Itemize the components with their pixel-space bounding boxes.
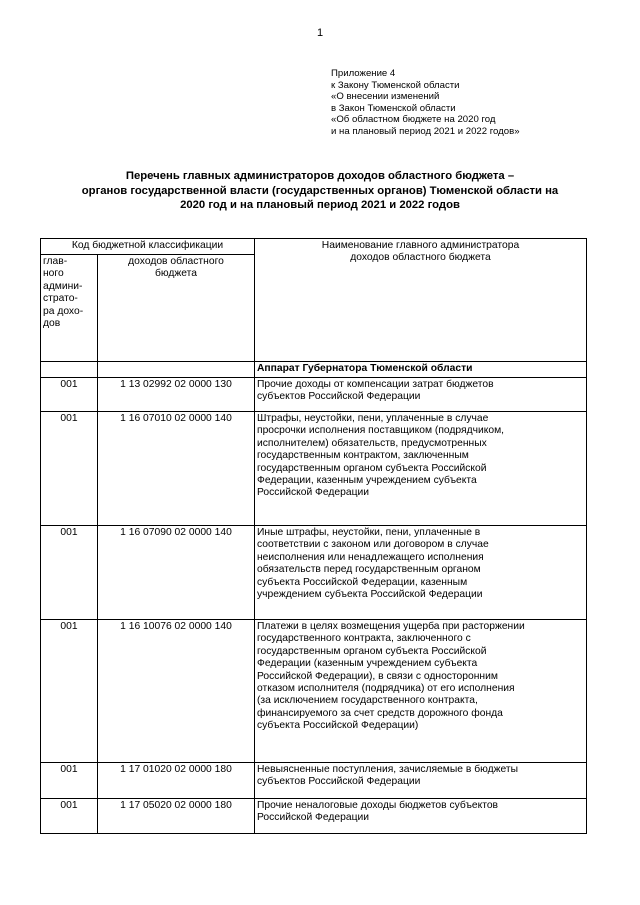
section-empty-cell (41, 362, 98, 378)
appendix-note (331, 68, 631, 138)
name-line: Федерации (казенным учреждением субъекта (257, 658, 478, 670)
name-line: Платежи в целях возмещения ущерба при расторжении (257, 621, 525, 632)
chief-administrator-code: 001 (41, 799, 98, 834)
header-regional-budget-income (98, 255, 255, 362)
name-line: Российской Федерации (257, 487, 369, 499)
header-line: глав- (43, 256, 68, 267)
name-line: соответствии с законом или договором в случае (257, 539, 489, 551)
appendix-line: и на плановый период 2021 и 2022 годов» (331, 125, 520, 137)
administrators-table (40, 238, 587, 834)
name-line: государственным органом субъекта Российской (257, 462, 487, 474)
name-line: учреждением субъекта Российской Федерации (257, 589, 483, 601)
name-line: обязательств перед государственным органом (257, 564, 481, 576)
administrator-income-name (255, 526, 587, 620)
name-line: Прочие доходы от компенсации затрат бюджетов (257, 379, 494, 390)
header-administrator-name (255, 239, 587, 362)
name-line: Невыясненные поступления, зачисляемые в бюджеты (257, 764, 518, 775)
header-line: ного (43, 268, 64, 280)
appendix-line: Приложение 4 (331, 68, 396, 79)
section-empty-cell (98, 362, 255, 378)
chief-administrator-code: 001 (41, 526, 98, 620)
administrator-income-name (255, 412, 587, 526)
table-row (41, 799, 587, 834)
table-row (41, 763, 587, 799)
income-code: 1 16 10076 02 0000 140 (98, 620, 255, 763)
appendix-line: «О внесении изменений (331, 91, 440, 103)
section-row (41, 362, 587, 378)
name-line: государственным контрактом, заключенным (257, 450, 469, 462)
chief-administrator-code: 001 (41, 378, 98, 412)
name-line: государственного контракта, заключенного с (257, 633, 471, 645)
name-line: неисполнения или ненадлежащего исполнения (257, 551, 484, 563)
appendix-line: «Об областном бюджете на 2020 год (331, 114, 496, 126)
header-budget-classification-code: Код бюджетной классификации (41, 239, 255, 255)
table-row (41, 620, 587, 763)
section-title: Аппарат Губернатора Тюменской области (255, 362, 587, 378)
header-line: доходов областного (128, 256, 224, 267)
income-code: 1 17 01020 02 0000 180 (98, 763, 255, 799)
name-line: исполнителем) обязательств, предусмотренных (257, 437, 487, 449)
name-line: государственным органом субъекта Российской (257, 645, 487, 657)
name-line: субъекта Российской Федерации, казенным (257, 576, 468, 588)
name-line: Российской Федерации), в связи с односторонним (257, 670, 498, 682)
name-line: Федерации, казенным учреждением субъекта (257, 475, 477, 487)
appendix-line: в Закон Тюменской области (331, 102, 456, 114)
chief-administrator-code: 001 (41, 763, 98, 799)
table-row (41, 526, 587, 620)
appendix-line: к Закону Тюменской области (331, 79, 460, 91)
income-code: 1 13 02992 02 0000 130 (98, 378, 255, 412)
header-line: страто- (43, 293, 78, 305)
header-line: ра дохо- (43, 305, 84, 317)
header-line: админи- (43, 280, 83, 292)
income-code: 1 17 05020 02 0000 180 (98, 799, 255, 834)
name-line: Иные штрафы, неустойки, пени, уплаченные в (257, 527, 481, 538)
name-line: субъекта Российской Федерации) (257, 720, 419, 732)
name-line: (за исключением государственного контракта, (257, 695, 478, 707)
administrator-income-name (255, 799, 587, 834)
header-row-group (41, 239, 587, 255)
document-title (20, 169, 620, 213)
name-line: Прочие неналоговые доходы бюджетов субъектов (257, 800, 499, 811)
title-line: 2020 год и на плановый период 2021 и 2022 годов (180, 199, 460, 212)
table-row (41, 412, 587, 526)
income-code: 1 16 07090 02 0000 140 (98, 526, 255, 620)
name-line: Штрафы, неустойки, пени, уплаченные в случае (257, 413, 489, 424)
administrator-income-name (255, 763, 587, 799)
administrator-income-name (255, 378, 587, 412)
chief-administrator-code: 001 (41, 412, 98, 526)
name-line: просрочки исполнения поставщиком (подрядчиком, (257, 425, 505, 437)
header-line: бюджета (154, 268, 197, 280)
header-line: дов (43, 318, 61, 330)
name-line: субъектов Российской Федерации (257, 391, 421, 403)
header-chief-administrator (41, 255, 98, 362)
name-line: отказом исполнителя (подрядчика) от его исполнения (257, 683, 515, 695)
name-line: субъектов Российской Федерации (257, 776, 421, 788)
administrator-income-name (255, 620, 587, 763)
title-line: Перечень главных администраторов доходов областного бюджета – (125, 170, 515, 182)
header-line: доходов областного бюджета (350, 252, 491, 264)
name-line: финансируемого за счет средств дорожного фонда (257, 707, 503, 719)
name-line: Российской Федерации (257, 812, 369, 824)
chief-administrator-code: 001 (41, 620, 98, 763)
header-line: Наименование главного администратора (321, 240, 520, 251)
income-code: 1 16 07010 02 0000 140 (98, 412, 255, 526)
title-line: органов государственной власти (государственных органов) Тюменской области на (81, 184, 559, 197)
table-row (41, 378, 587, 412)
page-number: 1 (316, 27, 324, 39)
